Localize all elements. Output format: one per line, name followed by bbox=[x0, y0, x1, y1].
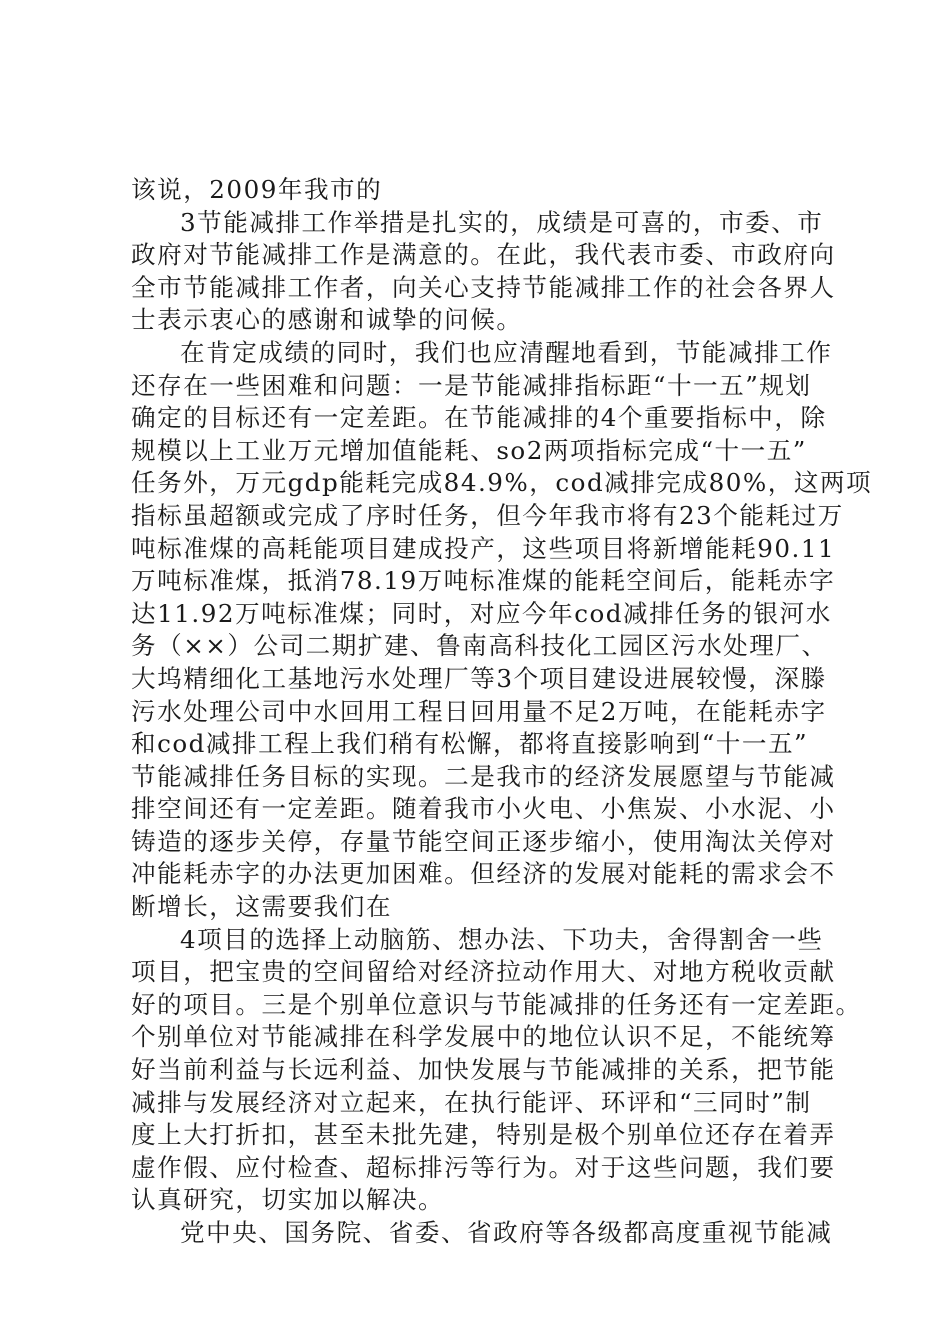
text-line: 认真研究，切实加以解决。 bbox=[131, 1185, 445, 1215]
text-line: 还存在一些困难和问题：一是节能减排指标距“十一五”规划 bbox=[131, 370, 812, 400]
text-line: 个别单位对节能减排在科学发展中的地位认识不足，不能统筹 bbox=[131, 1022, 836, 1052]
text-line: 污水处理公司中水回用工程日回用量不足2万吨，在能耗赤字 bbox=[131, 696, 827, 726]
text-line: 断增长，这需要我们在 bbox=[131, 892, 392, 922]
text-line: 好当前利益与长远利益、加快发展与节能减排的关系，把节能 bbox=[131, 1055, 836, 1085]
text-line: 规模以上工业万元增加值能耗、so2两项指标完成“十一五” bbox=[131, 435, 807, 465]
text-line: 项目，把宝贵的空间留给对经济拉动作用大、对地方税收贡献 bbox=[131, 957, 836, 987]
text-line: 和cod减排工程上我们稍有松懈，都将直接影响到“十一五” bbox=[131, 729, 809, 759]
text-line: 全市节能减排工作者，向关心支持节能减排工作的社会各界人 bbox=[131, 272, 836, 302]
text-line: 确定的目标还有一定差距。在节能减排的4个重要指标中，除 bbox=[131, 403, 827, 433]
text-line: 冲能耗赤字的办法更加困难。但经济的发展对能耗的需求会不 bbox=[131, 859, 836, 889]
text-line: 4项目的选择上动脑筋、想办法、下功夫，舍得割舍一些 bbox=[180, 924, 824, 954]
text-line: 3节能减排工作举措是扎实的，成绩是可喜的，市委、市 bbox=[180, 207, 824, 237]
text-line: 指标虽超额或完成了序时任务，但今年我市将有23个能耗过万 bbox=[131, 500, 844, 530]
text-line: 虚作假、应付检查、超标排污等行为。对于这些问题，我们要 bbox=[131, 1152, 836, 1182]
text-line: 政府对节能减排工作是满意的。在此，我代表市委、市政府向 bbox=[131, 240, 836, 270]
text-line: 士表示衷心的感谢和诚挚的问候。 bbox=[131, 305, 523, 335]
text-line: 度上大打折扣，甚至未批先建，特别是极个别单位还存在着弄 bbox=[131, 1120, 836, 1150]
text-line: 减排与发展经济对立起来，在执行能评、环评和“三同时”制 bbox=[131, 1087, 812, 1117]
text-line: 任务外，万元gdp能耗完成84.9%，cod减排完成80%，这两项 bbox=[131, 468, 873, 498]
text-line: 在肯定成绩的同时，我们也应清醒地看到，节能减排工作 bbox=[180, 337, 833, 367]
text-line: 铸造的逐步关停，存量节能空间正逐步缩小，使用淘汰关停对 bbox=[131, 826, 836, 856]
body-text bbox=[131, 174, 873, 1250]
text-line: 节能减排任务目标的实现。二是我市的经济发展愿望与节能减 bbox=[131, 761, 836, 791]
text-line: 该说，2009年我市的 bbox=[131, 175, 383, 204]
text-line: 吨标准煤的高耗能项目建成投产，这些项目将新增能耗90.11 bbox=[131, 533, 836, 563]
text-line: 党中央、国务院、省委、省政府等各级都高度重视节能减 bbox=[180, 1218, 833, 1247]
text-line: 务（××）公司二期扩建、鲁南高科技化工园区污水处理厂、 bbox=[131, 631, 828, 661]
text-line: 大坞精细化工基地污水处理厂等3个项目建设进展较慢，深滕 bbox=[131, 663, 827, 693]
text-line: 达11.92万吨标准煤；同时，对应今年cod减排任务的银河水 bbox=[131, 598, 832, 628]
text-line: 排空间还有一定差距。随着我市小火电、小焦炭、小水泥、小 bbox=[131, 794, 836, 824]
text-line: 好的项目。三是个别单位意识与节能减排的任务还有一定差距。 bbox=[131, 989, 862, 1019]
text-line: 万吨标准煤，抵消78.19万吨标准煤的能耗空间后，能耗赤字 bbox=[131, 566, 836, 596]
